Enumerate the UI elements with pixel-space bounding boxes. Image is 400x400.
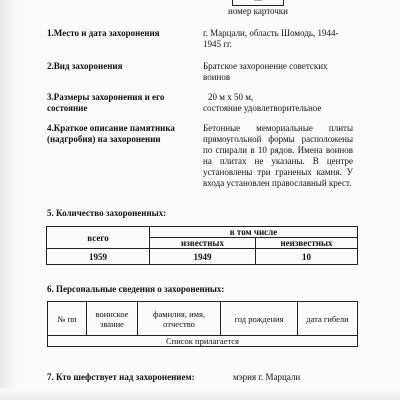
field-1-value-line1: г. Марцали, область Шомодь, 1944- <box>203 28 339 38</box>
section-6-title: 6. Персональные сведения о захороненных: <box>47 284 225 294</box>
cell-known: 1949 <box>150 249 256 265</box>
field-2-label: 2.Вид захоронения <box>47 61 123 71</box>
section-5-title: 5. Количество захороненных: <box>47 208 167 218</box>
cell-total: 1959 <box>47 249 150 265</box>
header-total: всего <box>47 227 150 249</box>
field-2-value-line1: Братское захоронение советских <box>203 61 328 71</box>
burial-count-table <box>46 226 358 265</box>
col-birth-year: год рождения <box>221 302 298 336</box>
col-rank: воинское звание <box>87 302 138 336</box>
field-4-value: Бетонные мемориальные плиты прямоугольной формы расположены по спирали в 10 рядов. Имена воинов на плитах не указаны. В центре установлены три граненых камня. У входа установлен православный крест. <box>203 123 353 188</box>
scan-shadow-left <box>0 0 18 400</box>
field-3-label-line1: 3.Размеры захоронения и его <box>47 92 165 102</box>
col-death-date: дата гибели <box>298 302 358 336</box>
personal-info-table <box>47 301 358 347</box>
list-attached-note: Список прилагается <box>48 336 358 347</box>
field-3-value-line2: состояние удовлетворительное <box>203 103 322 113</box>
cell-unknown: 10 <box>256 249 358 265</box>
card-number-label: номер карточки <box>228 6 288 16</box>
header-including: в том числе <box>150 227 358 238</box>
header-known: известных <box>150 238 256 249</box>
col-full-name: фамилия, имя, отчество <box>138 302 221 336</box>
section-7-value: мэрия г. Марцали <box>233 372 301 382</box>
field-1-value-line2: 1945 гг. <box>203 39 232 49</box>
field-4-label-line1: 4.Краткое описание памятника <box>47 123 175 133</box>
field-2-value-line2: воинов <box>203 72 231 82</box>
header-unknown: неизвестных <box>256 238 358 249</box>
col-number: № пп <box>48 302 87 336</box>
section-7-title: 7. Кто шефствует над захоронением: <box>47 372 195 382</box>
scan-shadow-bottom <box>0 388 400 400</box>
field-3-label-line2: состояние <box>47 103 88 113</box>
field-1-label: 1.Место и дата захоронения <box>47 28 160 38</box>
field-4-label-line2: (надгробия) на захоронении <box>47 134 161 144</box>
field-3-value-line1: 20 м х 50 м, <box>208 92 254 102</box>
